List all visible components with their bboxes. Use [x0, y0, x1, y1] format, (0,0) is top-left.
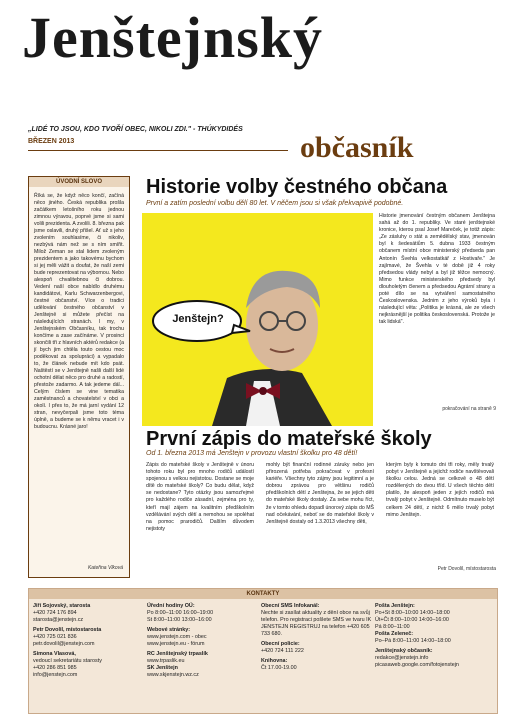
- contacts-heading: KONTAKTY: [29, 589, 497, 599]
- masthead-subtitle: občasník: [300, 131, 414, 164]
- contact-line: Obecní policie:: [261, 641, 300, 647]
- article1-lead: První a zatím poslední volbu dělí 80 let. V něčem jsou si však překvapivě podobné.: [146, 200, 404, 207]
- article2-column-2: mohly být finanční rodinné záruky nebo jen přirozená potřeba pokračovat v profesní kariéře. Všechny tyto zájmy jsou legitimní a je dobrou zprávou pro většinu rodičů předškolních dětí z Jenštejna, že se jejich děti do mateřské školy dostaly. Za sebe mohu říct, že v tomto ohledu dopadl únorový zápis do MŠ nad očekávání, neboť se do mateřské školy v Jenštejně dostaly od 1.3.2013 všechny děti,: [266, 462, 374, 525]
- contact-line: redakce@jenstejn.info: [375, 655, 429, 661]
- masthead-rule: [28, 150, 288, 151]
- article2-title: První zápis do mateřské školy: [146, 428, 432, 450]
- contact-line: +420 724 176 894: [33, 610, 77, 616]
- contact-line: Úřední hodiny OÚ:: [147, 603, 195, 609]
- contact-line: Po+St 8:00–10:00 14:00–18:00: [375, 610, 450, 616]
- contact-line: SK Jenštejn: [147, 665, 178, 671]
- contact-line: Pošta Zeleneč:: [375, 631, 414, 637]
- article2-signature: Petr Dovolil, místostarosta: [437, 566, 496, 572]
- sidebar-signature: Kateřina Vlková: [87, 565, 123, 571]
- contacts-column-2: [147, 603, 259, 679]
- contact-line: Pá 8:00–11:00: [375, 624, 410, 630]
- article1-text: Historie jmenování čestným občanem Jenštejna sahá až do 1. republiky. Ve staré jenštejnské kronice, kterou psal Josef Mareček, je totiž zápis: „Ze zásluhy o stát a zemědělský stav, jmenován byl k šedesátiům 5. dubna 1933 čestným občanem místní obce ministerský předseda pan Antonín Švehla velkostatkář z Hostivaře." Je zajímavé, že Švehla v té době již 4 roky předsedou vlády nebyl a byl již těžce nemocný. Mimo funkce ministerského předsedy byl dlouholetým členem a předsedou Agrární strany a poté dílo se na vytváření samostatného Československa. Jednim z jeho výroků byla i následující věta: „Politika je krásná, ale ze všech nejkrásnější je politika československá. Protože je tak lidská".: [379, 213, 495, 326]
- contact-line: Obecní SMS Infokanál:: [261, 603, 320, 609]
- contact-line: Po 8:00–11:00 16:00–19:00: [147, 610, 214, 616]
- issue-date: BŘEZEN 2013: [28, 138, 75, 145]
- contact-line: Petr Dovolil, místostarosta: [33, 627, 102, 633]
- contact-line: Simona Vlasová,: [33, 651, 76, 657]
- contact-line: Nechte si zasílat aktuality z dění obce na svůj telefon. Pro registraci pošlete SMS ve tvaru IK JENSTEJN REGISTRUJ na telefon +420 605 733 680.: [261, 610, 372, 637]
- president-photo: [142, 213, 373, 426]
- contacts-column-4: [375, 603, 487, 669]
- contact-line: www.jenstejn.eu - fórum: [147, 641, 205, 647]
- contact-line: +420 724 111 222: [261, 648, 304, 654]
- article1-title: Historie volby čestného občana: [146, 176, 448, 198]
- contact-line: Po–Pá 8:00–11:00 14:00–18:00: [375, 638, 451, 644]
- contacts-column-3: [261, 603, 373, 672]
- masthead-tagline: „LIDÉ TO JSOU, KDO TVOŘÍ OBEC, NIKOLI ZDI." - THÚKYDIDÉS: [28, 126, 243, 133]
- contact-line: picasaweb.google.com/fotojenstejn: [375, 662, 459, 668]
- masthead-title: Jenštejnský: [22, 5, 324, 70]
- contact-line: www.skjenstejn.wz.cz: [147, 672, 199, 678]
- contacts-box: [28, 588, 498, 714]
- speech-bubble-text: Jenštejn?: [172, 313, 224, 325]
- article1-continued: pokračování na straně 9: [442, 406, 496, 412]
- contact-line: RC Jenštejnský trpaslík: [147, 651, 208, 657]
- contact-line: +420 286 851 985: [33, 665, 77, 671]
- sidebar-heading: ÚVODNÍ SLOVO: [29, 177, 129, 187]
- contact-line: Knihovna:: [261, 658, 288, 664]
- contact-line: Pošta Jenštejn:: [375, 603, 415, 609]
- contact-line: petr.dovolil@jenstejn.com: [33, 641, 95, 647]
- contact-line: Čt 17.00-19.00: [261, 665, 297, 671]
- contact-line: Jiří Sojovský, starosta: [33, 603, 91, 609]
- contact-line: Jenštejnský občasník:: [375, 648, 433, 654]
- contact-line: St 8:00–11:00 13:00–16:00: [147, 617, 212, 623]
- contact-line: www.trpaslik.eu: [147, 658, 185, 664]
- contact-line: info@jenstejn.com: [33, 672, 78, 678]
- contact-line: Webové stránky:: [147, 627, 191, 633]
- contact-line: starosta@jenstejn.cz: [33, 617, 84, 623]
- contact-line: vedoucí sekretariátu starosty: [33, 658, 102, 664]
- article2-lead: Od 1. března 2013 má Jenštejn v provozu vlastní školku pro 48 dětí!: [146, 450, 358, 457]
- contact-line: www.jenstejn.com - obec: [147, 634, 207, 640]
- sidebar-text: Říká se, že když něco končí, začíná něco jiného. Česká republika prošla začátkem letošního roku jednou zimnou výravou, poprvé jsme si sami volili prezidenta. A zvolili. 8. března pak jsme oslavili, druhý přišel. Ať už s jeho zvolením souhlasíme, či nikoliv, nezbývá nám než se s ním smířit. Milož Zeman se stal lidem zvoleným prezidentem a jako takovému bychom si jej měli vážit a doufat, že naší zemi bude reprezentovat na výbornou. Nebo alespoň chvalitebnou či dobrou. Vedení naší obce nabídlo druhému kandidátovi, Karlu Schwarzenbergovi, čestné občanství. Více o tradici udělování čestného občanství v Jenštejně si můžete přečíst na následujících stranách. I my, v Jenštejnském Občasníku, tak trochu končíme a zase začínáme. V prosinci skončili tři z hlavních aktérů redakce (a jí bych jim chtěla touto cestou moc poděkovat za spolupráci) a vypadalo to, že článek nebude mít kdo psát. Naštěstí se v Jenštejně našli další lidé ochotní dělat něco pro druhé a radostí, přestože zadarmo. A tak jedeme dál... Celým číslem se vine tematika zaměstnanců a chovatelství v obci a okolí. I přes to, že má jarní vydání 12 stran, nevyčerpali jsme toto téma úplně, a budeme se k němu vracet i v budoucnu. Krásné jaro!: [34, 193, 124, 430]
- article2-column-3: kterým byly k tomuto dni tři roky, měly trvalý pobyt v Jenštejně a jejichž rodiče navštěvovali školku celou. Jedná se celkově o 48 dětí rozdělených do dvou tříd. U všech těchto dětí platilo, že alespoň jeden z jejích rodičů má trvalý pobyt v Jenštejně. Odmítnuto muselo být celkem 24 dětí, z nichž 6 mělo trvalý pobyt mimo Jenštejn.: [386, 462, 494, 518]
- contact-line: +420 725 021 836: [33, 634, 77, 640]
- article2-column-1: Zápis do mateřské školy v Jenštejně v únoru tohoto roku byl pro mnoho rodičů událostí spojenou s velkou nejistotou. Dostane se moje dítě do mateřské školy? Co budu dělat, když se nedostane? Tyto otázky jsou samozřejmé pro každého rodiče zásadní, zejména pro ty, kteří mají zájem na kvalitním předškolním vzdělávání svých dětí a nemohou se spoléhat na pomoc prarodičů. Dalším důvodem nejistoty: [146, 462, 254, 532]
- intro-sidebar: [28, 176, 130, 578]
- contacts-column-1: [33, 603, 145, 679]
- contact-line: Út+Čt 8:00–10:00 14:00–16:00: [375, 617, 449, 623]
